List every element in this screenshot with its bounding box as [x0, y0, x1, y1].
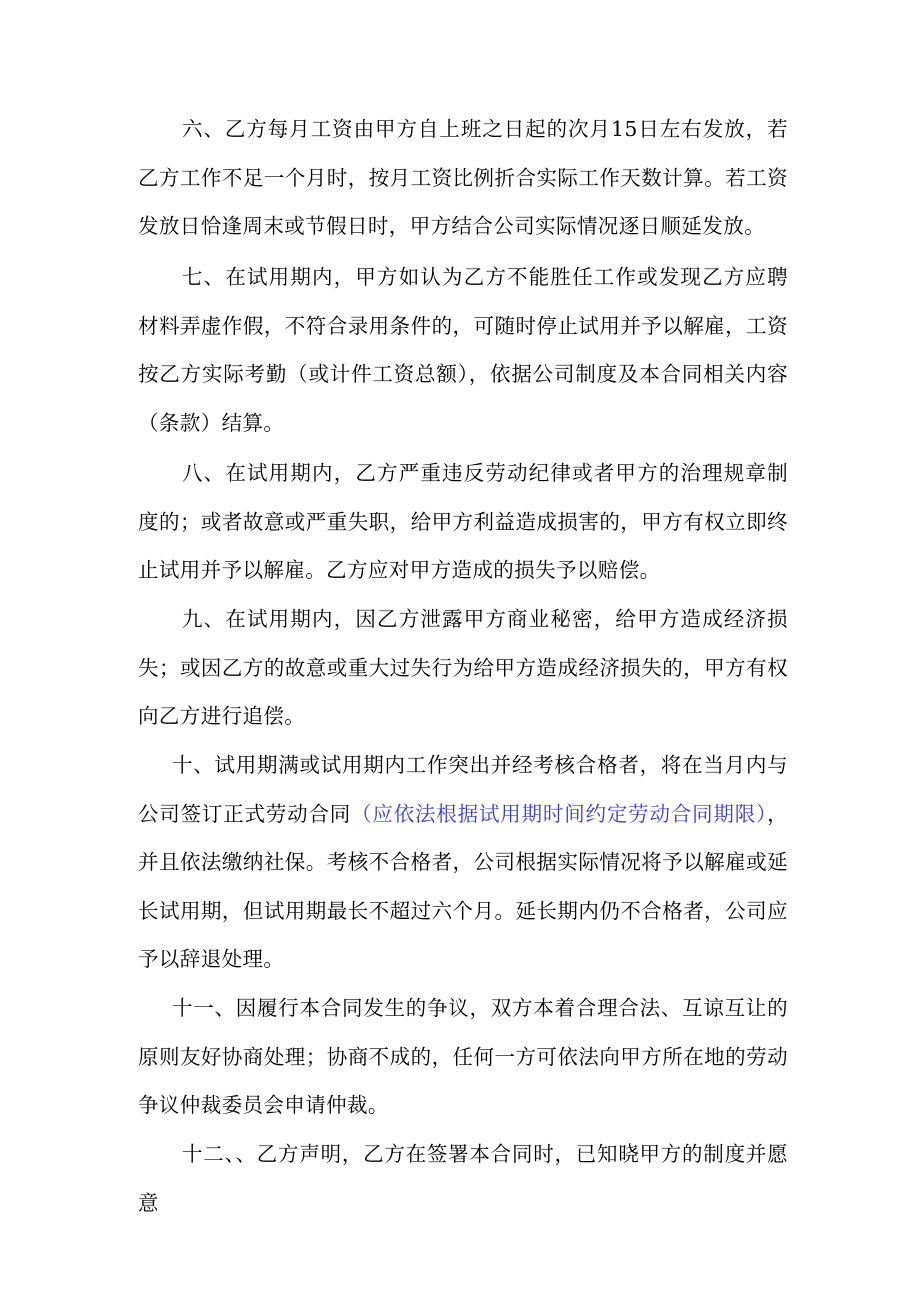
- clause-10-text-before: 十、试用期满或试用期内工作突出并经考核合格者，将在当月内与公司签订正式劳动合同: [138, 753, 788, 826]
- clause-11: 十一、因履行本合同发生的争议，双方本着合理合法、互谅互让的原则友好协商处理；协商不成的，任何一方可依法向甲方所在地的劳动争议仲裁委员会申请仲裁。: [138, 996, 788, 1117]
- clause-6: 六、乙方每月工资由甲方自上班之日起的次月15日左右发放，若乙方工作不足一个月时，按月工资比例折合实际工作天数计算。若工资发放日恰逢周末或节假日时，甲方结合公司实际情况逐日顺延发放。: [138, 117, 788, 238]
- clause-10-note: （应依法根据试用期时间约定劳动合同期限）: [351, 801, 768, 826]
- clause-10-text-after: ，并且依法缴纳社保。考核不合格者，公司根据实际情况将予以解雇或延长试用期，但试用期最长不超过六个月。延长期内仍不合格者，公司应予以辞退处理。: [138, 801, 789, 971]
- clause-8: 八、在试用期内，乙方严重违反劳动纪律或者甲方的治理规章制度的；或者故意或严重失职，给甲方利益造成损害的，甲方有权立即终止试用并予以解雇。乙方应对甲方造成的损失予以赔偿。: [138, 461, 788, 582]
- clause-7: 七、在试用期内，甲方如认为乙方不能胜任工作或发现乙方应聘材料弄虚作假，不符合录用条件的，可随时停止试用并予以解雇，工资按乙方实际考勤（或计件工资总额），依据公司制度及本合同相关内容（条款）结算。: [138, 265, 788, 435]
- clause-10: [138, 741, 788, 984]
- clause-12: 十二、、乙方声明，乙方在签署本合同时，已知晓甲方的制度并愿意: [138, 1142, 788, 1215]
- clause-9: 九、在试用期内，因乙方泄露甲方商业秘密，给甲方造成经济损失；或因乙方的故意或重大过失行为给甲方造成经济损失的，甲方有权向乙方进行追偿。: [138, 607, 788, 728]
